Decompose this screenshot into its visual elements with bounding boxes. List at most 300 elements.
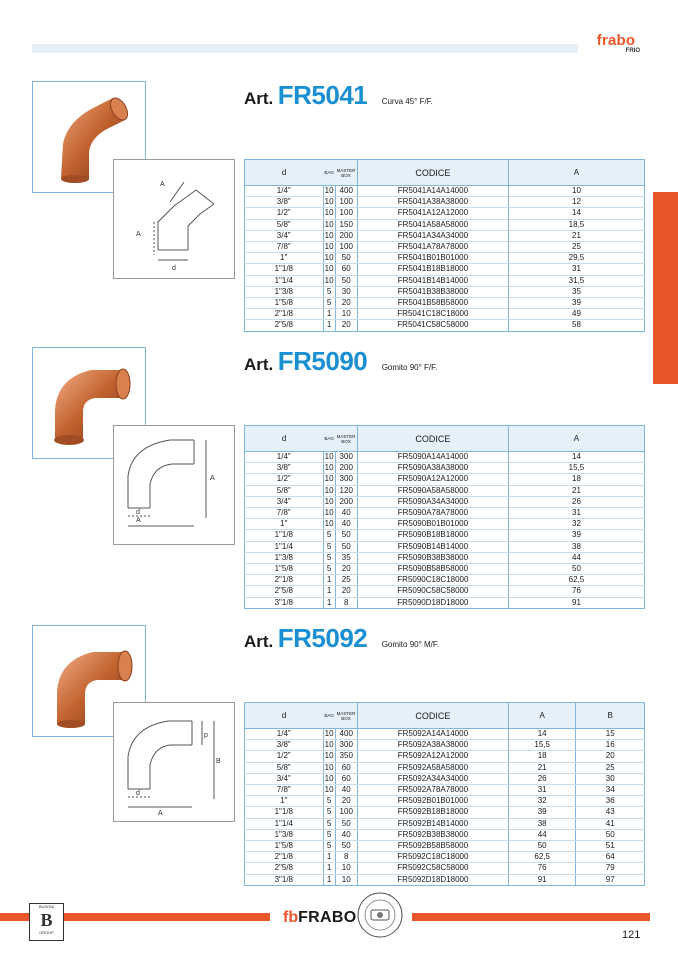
column-header: BAG	[323, 426, 335, 452]
table-cell: 36	[576, 796, 645, 807]
table-cell: 50	[508, 564, 644, 575]
table-cell: 1"1/4	[245, 275, 324, 286]
article-prefix: Art.	[244, 89, 274, 108]
table-row	[245, 463, 645, 474]
table-cell: 150	[335, 219, 357, 230]
table-cell: 10	[508, 186, 644, 197]
table-row	[245, 530, 645, 541]
table-cell: 3"1/8	[245, 597, 324, 608]
table-cell: FR5092B38B38000	[357, 829, 508, 840]
table-cell: 50	[335, 253, 357, 264]
table-cell: FR5090A38A38000	[357, 463, 508, 474]
table-row	[245, 208, 645, 219]
article-title-fr5092	[244, 623, 439, 654]
table-cell: 40	[335, 508, 357, 519]
table-cell: 2"1/8	[245, 852, 324, 863]
table-cell: 1	[323, 874, 335, 885]
table-cell: 20	[576, 751, 645, 762]
table-cell: 35	[508, 286, 644, 297]
table-cell: FR5041B01B01000	[357, 253, 508, 264]
table-cell: 40	[335, 829, 357, 840]
table-cell: 1"	[245, 796, 324, 807]
table-row	[245, 796, 645, 807]
table-cell: 1"3/8	[245, 552, 324, 563]
table-cell: 60	[335, 264, 357, 275]
table-cell: 34	[576, 785, 645, 796]
elbow-45-drawing	[114, 160, 234, 278]
dim-label-a-top: A	[160, 181, 165, 188]
table-cell: FR5092B58B58000	[357, 841, 508, 852]
elbow-90-drawing	[114, 426, 234, 544]
table-cell: 10	[324, 242, 334, 252]
table-row	[245, 219, 645, 230]
table-cell: FR5041B14B14000	[357, 275, 508, 286]
table-cell: 5	[323, 829, 335, 840]
table-cell: FR5041B58B58000	[357, 298, 508, 309]
column-header: A	[508, 703, 576, 729]
column-header: CODICE	[357, 160, 508, 186]
article-prefix: Art.	[244, 355, 274, 374]
table-cell: FR5092A38A38000	[357, 740, 508, 751]
table-cell: 2"1/8	[245, 575, 324, 586]
table-cell: 97	[576, 874, 645, 885]
page-number: 121	[622, 929, 641, 941]
table-cell: 2"5/8	[245, 320, 324, 331]
table-header-row	[245, 426, 645, 452]
table-cell: 1"3/8	[245, 286, 324, 297]
table-cell: 14	[508, 208, 644, 219]
table-cell: 200	[335, 496, 357, 507]
table-cell: 5	[323, 286, 335, 297]
table-cell: 25	[335, 575, 357, 586]
table-cell: 30	[576, 773, 645, 784]
dim-label-d: d	[136, 509, 140, 516]
column-header: CODICE	[357, 703, 508, 729]
table-cell: 18	[508, 474, 644, 485]
article-code: FR5041	[277, 80, 368, 110]
elbow-90-mf-drawing	[114, 703, 234, 821]
table-cell: 10	[324, 264, 334, 274]
table-cell: 10	[324, 751, 334, 761]
table-cell: 26	[508, 773, 576, 784]
table-cell: 3/4"	[245, 496, 324, 507]
table-row	[245, 230, 645, 241]
table-cell: 10	[324, 186, 334, 195]
table-cell: 1"1/8	[245, 807, 324, 818]
column-header: MASTER BOX	[335, 160, 357, 186]
table-cell: 100	[335, 197, 357, 208]
table-cell: 21	[508, 230, 644, 241]
article-code: FR5092	[277, 623, 368, 653]
table-cell: 21	[508, 762, 576, 773]
table-cell: 15	[576, 729, 645, 740]
table-cell: 120	[335, 485, 357, 496]
table-cell: 1/4"	[245, 729, 324, 740]
column-header: d	[245, 160, 324, 186]
table-cell: 5/8"	[245, 762, 324, 773]
table-cell: 10	[324, 773, 334, 783]
table-cell: 5/8"	[245, 485, 324, 496]
table-row	[245, 773, 645, 784]
table-cell: 1"5/8	[245, 841, 324, 852]
table-cell: 29,5	[508, 253, 644, 264]
table-cell: FR5090A78A78000	[357, 508, 508, 519]
dimension-diagram-fr5092	[113, 702, 235, 822]
table-cell: 35	[335, 552, 357, 563]
table-cell: 62,5	[508, 852, 576, 863]
table-row	[245, 275, 645, 286]
table-cell: 43	[576, 807, 645, 818]
table-cell: 10	[324, 275, 334, 285]
spec-table-fr5092	[244, 702, 645, 886]
table-cell: 100	[335, 242, 357, 253]
table-cell: 5	[323, 564, 335, 575]
table-cell: 10	[324, 496, 334, 506]
column-header: BAG	[323, 703, 335, 729]
table-cell: 1	[323, 863, 335, 874]
table-cell: 21	[508, 485, 644, 496]
table-cell: FR5090A14A14000	[357, 452, 508, 463]
table-cell: FR5092A78A78000	[357, 785, 508, 796]
table-row	[245, 253, 645, 264]
table-cell: 50	[576, 829, 645, 840]
table-cell: 31	[508, 785, 576, 796]
table-cell: 10	[335, 874, 357, 885]
table-cell: 14	[508, 452, 644, 463]
column-header: MASTER BOX	[335, 703, 357, 729]
table-cell: 10	[324, 508, 334, 518]
table-cell: 10	[324, 230, 334, 240]
table-cell: 1/4"	[245, 186, 324, 197]
group-logo-letter: B	[40, 910, 53, 930]
table-row	[245, 874, 645, 885]
table-cell: 1/2"	[245, 474, 324, 485]
table-row	[245, 751, 645, 762]
table-cell: 16	[576, 740, 645, 751]
table-cell: 1	[323, 597, 335, 608]
table-cell: 1"1/8	[245, 264, 324, 275]
table-cell: 50	[508, 841, 576, 852]
column-header: MASTER BOX	[335, 426, 357, 452]
table-cell: 51	[576, 841, 645, 852]
table-cell: 5	[323, 552, 335, 563]
table-cell: 50	[335, 275, 357, 286]
table-row	[245, 264, 645, 275]
dimension-diagram-fr5041	[113, 159, 235, 279]
table-cell: 5	[323, 818, 335, 829]
table-cell: 44	[508, 829, 576, 840]
table-row	[245, 519, 645, 530]
brand-sub: FRIO	[625, 48, 640, 54]
table-cell: FR5092C58C58000	[357, 863, 508, 874]
table-cell: FR5092A14A14000	[357, 729, 508, 740]
article-description: Curva 45° F/F.	[381, 97, 433, 106]
table-cell: 20	[335, 320, 357, 331]
table-cell: FR5090B58B58000	[357, 564, 508, 575]
table-cell: 31	[508, 508, 644, 519]
column-header: B	[576, 703, 645, 729]
table-cell: FR5041A38A38000	[357, 197, 508, 208]
table-cell: 100	[335, 807, 357, 818]
table-cell: FR5090B18B18000	[357, 530, 508, 541]
table-cell: 50	[335, 530, 357, 541]
table-cell: 91	[508, 597, 644, 608]
table-cell: 10	[324, 785, 334, 795]
table-cell: FR5090C18C18000	[357, 575, 508, 586]
table-cell: 10	[324, 474, 334, 484]
table-cell: FR5090B01B01000	[357, 519, 508, 530]
table-cell: 39	[508, 807, 576, 818]
article-prefix: Art.	[244, 632, 274, 651]
table-cell: FR5041A78A78000	[357, 242, 508, 253]
table-cell: 20	[335, 298, 357, 309]
header-bar	[32, 44, 578, 53]
table-cell: 15,5	[508, 463, 644, 474]
table-cell: 300	[335, 740, 357, 751]
table-cell: FR5090C58C58000	[357, 586, 508, 597]
table-cell: 58	[508, 320, 644, 331]
table-cell: FR5041A58A58000	[357, 219, 508, 230]
table-cell: 10	[335, 863, 357, 874]
table-header-row	[245, 703, 645, 729]
table-row	[245, 818, 645, 829]
table-cell: 5	[323, 298, 335, 309]
table-cell: 15,5	[508, 740, 576, 751]
table-cell: 10	[324, 463, 334, 473]
table-cell: 1"3/8	[245, 829, 324, 840]
table-cell: 3/8"	[245, 197, 324, 208]
table-cell: FR5041B18B18000	[357, 264, 508, 275]
dim-label-a-bottom: A	[136, 517, 141, 524]
table-cell: 1"5/8	[245, 564, 324, 575]
table-cell: FR5092A34A34000	[357, 773, 508, 784]
group-logo	[29, 903, 64, 941]
article-code: FR5090	[277, 346, 368, 376]
table-row	[245, 485, 645, 496]
table-cell: 10	[324, 762, 334, 772]
table-row	[245, 320, 645, 331]
table-cell: FR5092B01B01000	[357, 796, 508, 807]
spec-table-fr5090	[244, 425, 645, 609]
table-row	[245, 242, 645, 253]
certification-seal-icon	[356, 891, 404, 939]
table-row	[245, 298, 645, 309]
table-cell: 5	[323, 841, 335, 852]
table-cell: 32	[508, 519, 644, 530]
table-cell: FR5041C18C18000	[357, 309, 508, 320]
table-row	[245, 785, 645, 796]
table-row	[245, 586, 645, 597]
table-cell: 50	[335, 541, 357, 552]
table-cell: 62,5	[508, 575, 644, 586]
table-cell: 39	[508, 530, 644, 541]
table-cell: FR5041C58C58000	[357, 320, 508, 331]
column-header: d	[245, 703, 324, 729]
table-cell: 1"1/4	[245, 818, 324, 829]
spec-table-fr5041	[244, 159, 645, 332]
table-header-row	[245, 160, 645, 186]
table-cell: 39	[508, 298, 644, 309]
brand-logo	[588, 33, 644, 54]
table-cell: FR5041A12A12000	[357, 208, 508, 219]
column-header: A	[508, 426, 644, 452]
table-cell: FR5090A34A34000	[357, 496, 508, 507]
dim-label-a-side: A	[210, 475, 215, 482]
table-cell: 400	[335, 729, 357, 740]
table-cell: 20	[335, 564, 357, 575]
footer-brand-text: FRABO	[298, 909, 357, 926]
table-cell: 3/4"	[245, 773, 324, 784]
dim-label-d: d	[172, 265, 176, 272]
article-description: Gomito 90° M/F.	[381, 640, 440, 649]
table-cell: 10	[324, 740, 334, 750]
table-cell: 10	[324, 485, 334, 495]
table-cell: 10	[324, 219, 334, 229]
footer-bar-right	[412, 913, 650, 921]
table-cell: 20	[335, 586, 357, 597]
dimension-diagram-fr5090	[113, 425, 235, 545]
table-cell: 5/8"	[245, 219, 324, 230]
table-cell: 2"1/8	[245, 309, 324, 320]
table-row	[245, 807, 645, 818]
group-logo-top: BUSONI	[38, 904, 55, 909]
table-cell: FR5090B38B38000	[357, 552, 508, 563]
table-row	[245, 597, 645, 608]
table-cell: 7/8"	[245, 785, 324, 796]
table-cell: 300	[335, 474, 357, 485]
table-cell: FR5092A12A12000	[357, 751, 508, 762]
table-cell: 32	[508, 796, 576, 807]
table-cell: 7/8"	[245, 242, 324, 253]
table-cell: 7/8"	[245, 508, 324, 519]
table-cell: FR5092A58A58000	[357, 762, 508, 773]
table-cell: 91	[508, 874, 576, 885]
table-cell: FR5092D18D18000	[357, 874, 508, 885]
table-cell: 79	[576, 863, 645, 874]
table-cell: 1"1/4	[245, 541, 324, 552]
table-row	[245, 841, 645, 852]
table-cell: FR5090D18D18000	[357, 597, 508, 608]
table-row	[245, 564, 645, 575]
table-cell: 3/8"	[245, 463, 324, 474]
table-cell: 1	[323, 575, 335, 586]
table-cell: 5	[323, 807, 335, 818]
table-row	[245, 762, 645, 773]
table-cell: 40	[335, 519, 357, 530]
table-row	[245, 729, 645, 740]
table-cell: 1"5/8	[245, 298, 324, 309]
table-row	[245, 863, 645, 874]
table-row	[245, 552, 645, 563]
table-cell: 200	[335, 230, 357, 241]
table-cell: 5	[323, 530, 335, 541]
table-cell: 38	[508, 818, 576, 829]
table-cell: 10	[324, 197, 334, 207]
dim-label-b: B	[216, 758, 221, 765]
table-cell: 49	[508, 309, 644, 320]
table-row	[245, 286, 645, 297]
table-cell: 1"	[245, 253, 324, 264]
column-header: d	[245, 426, 324, 452]
table-cell: 12	[508, 197, 644, 208]
table-cell: 60	[335, 762, 357, 773]
table-cell: 10	[335, 309, 357, 320]
column-header: CODICE	[357, 426, 508, 452]
article-title-fr5090	[244, 346, 437, 377]
table-cell: FR5090A58A58000	[357, 485, 508, 496]
table-cell: 1	[323, 320, 335, 331]
table-cell: 30	[335, 286, 357, 297]
article-title-fr5041	[244, 80, 433, 111]
table-cell: 1"	[245, 519, 324, 530]
table-cell: 3/4"	[245, 230, 324, 241]
table-cell: 31,5	[508, 275, 644, 286]
table-cell: 300	[335, 452, 357, 463]
dim-label-a-side: A	[136, 231, 141, 238]
table-cell: FR5092C18C18000	[357, 852, 508, 863]
column-header: A	[508, 160, 644, 186]
table-cell: 14	[508, 729, 576, 740]
table-cell: 41	[576, 818, 645, 829]
table-cell: 1/2"	[245, 208, 324, 219]
table-cell: 5	[323, 796, 335, 807]
table-cell: 44	[508, 552, 644, 563]
table-cell: 20	[335, 796, 357, 807]
table-cell: 31	[508, 264, 644, 275]
table-cell: 1	[323, 586, 335, 597]
table-cell: FR5090A12A12000	[357, 474, 508, 485]
table-row	[245, 829, 645, 840]
table-cell: FR5090B14B14000	[357, 541, 508, 552]
table-cell: 1/4"	[245, 452, 324, 463]
table-cell: 50	[335, 841, 357, 852]
brand-name: frabo	[596, 32, 636, 49]
table-row	[245, 186, 645, 197]
table-cell: 200	[335, 463, 357, 474]
table-cell: 18,5	[508, 219, 644, 230]
table-row	[245, 508, 645, 519]
table-cell: 10	[324, 452, 334, 461]
table-row	[245, 541, 645, 552]
table-row	[245, 575, 645, 586]
table-cell: 400	[335, 186, 357, 197]
footer-brand-mark: fb	[283, 909, 299, 926]
table-cell: FR5041B38B38000	[357, 286, 508, 297]
table-row	[245, 474, 645, 485]
table-cell: 10	[324, 253, 334, 263]
table-cell: 40	[335, 785, 357, 796]
table-cell: 5	[323, 541, 335, 552]
table-cell: 3/8"	[245, 740, 324, 751]
dim-label-a: A	[158, 810, 163, 817]
table-cell: 350	[335, 751, 357, 762]
table-cell: 76	[508, 586, 644, 597]
table-row	[245, 452, 645, 463]
footer-brand-logo	[283, 909, 357, 927]
table-cell: 2"5/8	[245, 863, 324, 874]
table-cell: 1"1/8	[245, 530, 324, 541]
table-cell: 1/2"	[245, 751, 324, 762]
table-cell: FR5092B14B14000	[357, 818, 508, 829]
table-cell: 50	[335, 818, 357, 829]
table-cell: 26	[508, 496, 644, 507]
table-row	[245, 852, 645, 863]
table-cell: 8	[335, 597, 357, 608]
table-cell: 60	[335, 773, 357, 784]
dim-label-p: p	[204, 732, 208, 739]
side-tab-marker	[653, 192, 678, 384]
table-cell: 10	[324, 208, 334, 218]
